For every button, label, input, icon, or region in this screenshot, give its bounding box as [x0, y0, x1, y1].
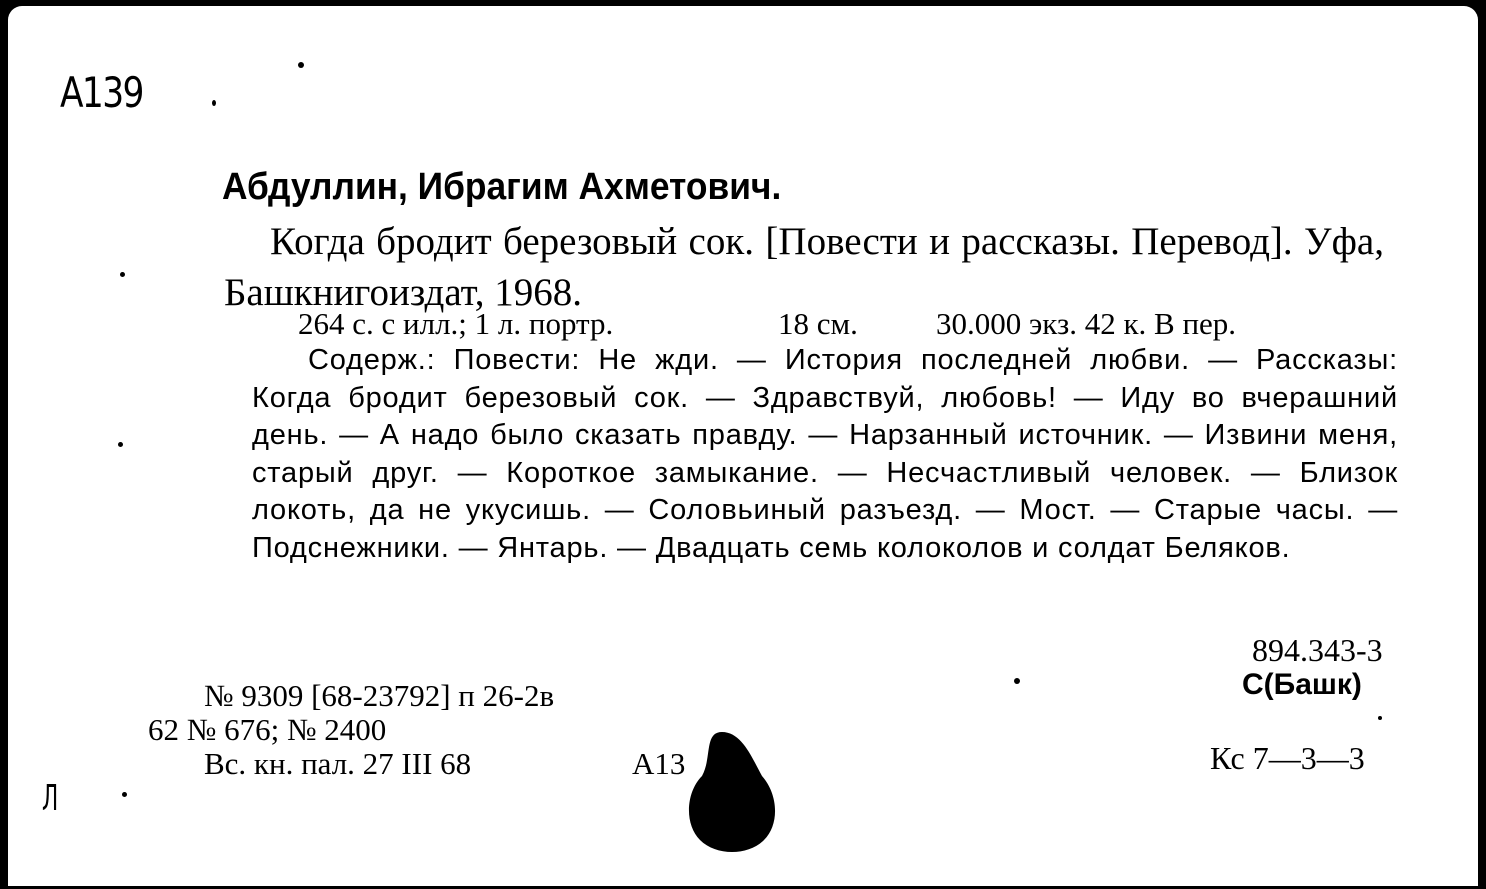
speck	[298, 62, 304, 68]
speck	[122, 792, 127, 797]
speck	[118, 442, 123, 447]
record-number-line: № 9309 [68-23792] п 26-2в	[204, 678, 555, 713]
print-run-price: 30.000 экз. 42 к. В пер.	[936, 306, 1237, 341]
speck	[212, 100, 216, 106]
margin-handwritten-mark: Л	[42, 778, 59, 819]
pages-extent: 264 с. с илл.; 1 л. портр.	[298, 306, 614, 341]
handwritten-call-number: А139	[60, 68, 143, 117]
card-code: А13	[632, 746, 686, 781]
author-heading: Абдуллин, Ибрагим Ахметович.	[222, 166, 782, 208]
speck	[1014, 678, 1020, 684]
catalog-number-line: 62 № 676; № 2400	[148, 712, 387, 747]
speck	[120, 272, 125, 277]
classification-code: Кс 7—3—3	[1210, 740, 1365, 776]
classification-label: С(Башк)	[1242, 668, 1362, 701]
classification-number: 894.343-3	[1252, 632, 1383, 668]
punch-hole	[682, 730, 782, 856]
book-chamber-line: Вс. кн. пал. 27 III 68	[204, 746, 472, 781]
speck	[1378, 716, 1382, 720]
catalog-card	[8, 6, 1478, 886]
physical-description	[298, 306, 1236, 342]
contents-note: Содерж.: Повести: Не жди. — История последней любви. — Рассказы: Когда бродит березовый сок. — Здравствуй, любовь! — Иду во вчерашний день. — А надо было сказать правду. — Нарзанный источник. — Извини меня, старый друг. — Короткое замыкание. — Несчастливый человек. — Близок локоть, да не укусишь. — Соловьиный разъезд. — Мост. — Старые часы. — Подснежники. — Янтарь. — Двадцать семь колоколов и солдат Беляков.	[252, 344, 1398, 564]
book-size: 18 см.	[778, 306, 858, 341]
title-statement: Когда бродит березовый сок. [Повести и рассказы. Перевод]. Уфа, Башкнигоиздат, 1968.	[224, 220, 1384, 314]
